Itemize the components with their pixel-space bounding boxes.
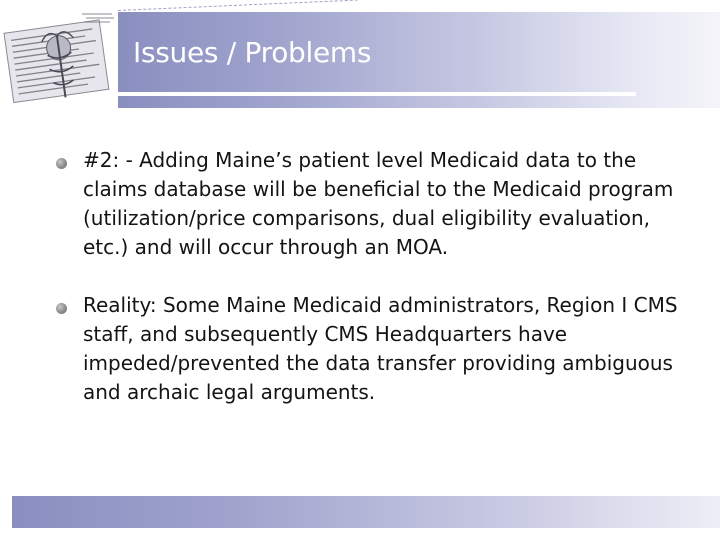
bullet-list: [52, 146, 692, 436]
bullet-item-reality: [52, 291, 692, 407]
bullet-item-moa: [52, 146, 692, 262]
medical-collage-logo: [2, 10, 116, 106]
round-bullet-icon: [56, 158, 67, 169]
bullet-text: #2: - Adding Maine’s patient level Medicaid data to the claims database will be beneficial to the Medicaid program (utilization/price comparisons, dual eligibility evaluation, etc.) and will occur through an MOA.: [83, 148, 674, 259]
header-dotted-line: [118, 0, 358, 11]
round-bullet-icon: [56, 303, 67, 314]
slide-title: Issues / Problems: [133, 36, 372, 69]
bullet-text: Reality: Some Maine Medicaid administrators, Region I CMS staff, and subsequently CMS Headquarters have impeded/prevented the data transfer providing ambiguous and archaic legal arguments.: [83, 293, 678, 404]
footer-band: [12, 496, 720, 528]
header-underline: [118, 92, 636, 96]
